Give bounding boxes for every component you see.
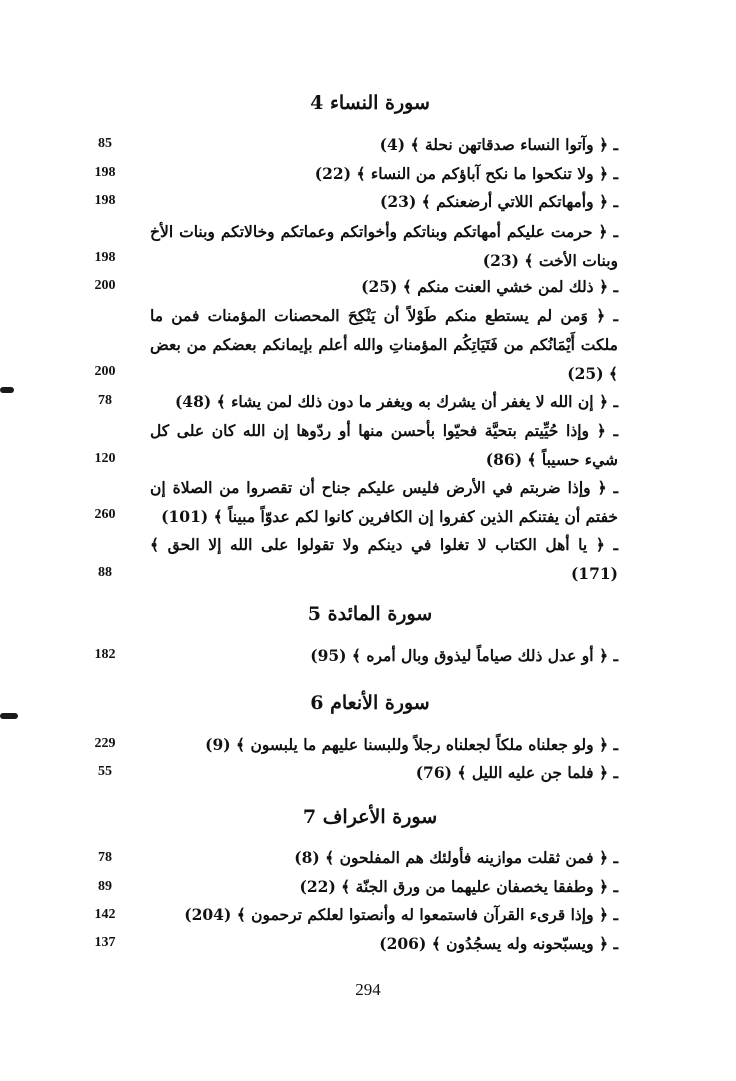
verse-entry: ـ ﴿ إن الله لا يغفر أن يشرك به ويغفر ما دون ذلك لمن يشاء ﴾ (48) xyxy=(174,392,618,411)
verse-entry: ـ ﴿ وإذا حُيِّيتم بتحيَّة فحيّوا بأحسن منها أو ردّوها إن الله كان على كل شيء حسيباً ﴾ (86) xyxy=(150,421,618,469)
verse-entry: ـ ﴿ يا أهل الكتاب لا تغلوا في دينكم ولا تقولوا على الله إلا الحق ﴾ (171) xyxy=(150,535,618,583)
page-ref: 88 xyxy=(98,565,112,580)
page-ref: 198 xyxy=(94,250,116,265)
verse-entry: ـ ﴿ حرمت عليكم أمهاتكم وبناتكم وأخواتكم وعماتكم وخالاتكم وبنات الأخ وبنات الأخت ﴾ (23) xyxy=(150,222,618,270)
page-ref: 89 xyxy=(98,879,112,894)
section-heading: سورة الأنعام 6 xyxy=(310,692,430,714)
page-ref: 182 xyxy=(94,647,116,662)
page-ref: 85 xyxy=(98,136,112,151)
page-ref: 198 xyxy=(94,165,116,180)
verse-entry: ـ ﴿ وإذا قرىء القرآن فاستمعوا له وأنصتوا لعلكم ترحمون ﴾ (204) xyxy=(184,905,618,924)
margin-mark-bottom xyxy=(0,713,18,719)
page-ref: 137 xyxy=(94,935,116,950)
page-ref: 229 xyxy=(94,736,116,751)
verse-entry: ـ ﴿ ذلك لمن خشي العنت منكم ﴾ (25) xyxy=(361,277,618,296)
verse-entry: ـ ﴿ وأمهاتكم اللاتي أرضعنكم ﴾ (23) xyxy=(380,192,618,211)
verse-entry: ـ ﴿ ولا تنكحوا ما نكح آباؤكم من النساء ﴾ (22) xyxy=(314,164,618,183)
verse-entry: ـ ﴿ وَمن لم يستطع منكم طَوْلاً أن يَنْكِحَ المحصنات المؤمنات فمن ما ملكت أَيْمَانُكم من فَتَيَاتِكُم المؤمناتِ والله أعلم بإيمانكم بعضكم من بعض ﴾ (25) xyxy=(150,306,618,383)
verse-entry: ـ ﴿ وإذا ضربتم في الأرض فليس عليكم جناح أن تقصروا من الصلاة إن خفتم أن يفتنكم الذين كفروا إن الكافرين كانوا لكم عدوّاً مبيناً ﴾ (101) xyxy=(150,478,618,526)
verse-entry: ـ ﴿ ولو جعلناه ملكاً لجعلناه رجلاً وللبسنا عليهم ما يلبسون ﴾ (9) xyxy=(205,735,618,754)
verse-entry: ـ ﴿ فمن ثقلت موازينه فأولئك هم المفلحون ﴾ (8) xyxy=(294,848,618,867)
page-ref: 78 xyxy=(98,393,112,408)
verse-entry: ـ ﴿ وآتوا النساء صدقاتهن نحلة ﴾ (4) xyxy=(379,135,618,154)
verse-entry: ـ ﴿ أو عدل ذلك صياماً ليذوق وبال أمره ﴾ (95) xyxy=(310,646,618,665)
page-ref: 260 xyxy=(94,507,116,522)
page-ref: 120 xyxy=(94,451,116,466)
page-ref: 200 xyxy=(94,364,116,379)
page-ref: 78 xyxy=(98,850,112,865)
section-heading: سورة النساء 4 xyxy=(310,92,430,114)
verse-entry: ـ ﴿ فلما جن عليه الليل ﴾ (76) xyxy=(415,763,618,782)
verse-entry: ـ ﴿ وطفقا يخصفان عليهما من ورق الجنّة ﴾ (22) xyxy=(299,877,618,896)
section-heading: سورة الأعراف 7 xyxy=(302,806,438,828)
margin-mark-top xyxy=(0,387,14,393)
verse-entry: ـ ﴿ ويسبّحونه وله يسجُدُون ﴾ (206) xyxy=(379,934,618,953)
page-ref: 198 xyxy=(94,193,116,208)
page-ref: 200 xyxy=(94,278,116,293)
page-ref: 55 xyxy=(98,764,112,779)
page-number: 294 xyxy=(355,980,381,999)
section-heading: سورة المائدة 5 xyxy=(307,603,433,625)
page-ref: 142 xyxy=(94,907,116,922)
